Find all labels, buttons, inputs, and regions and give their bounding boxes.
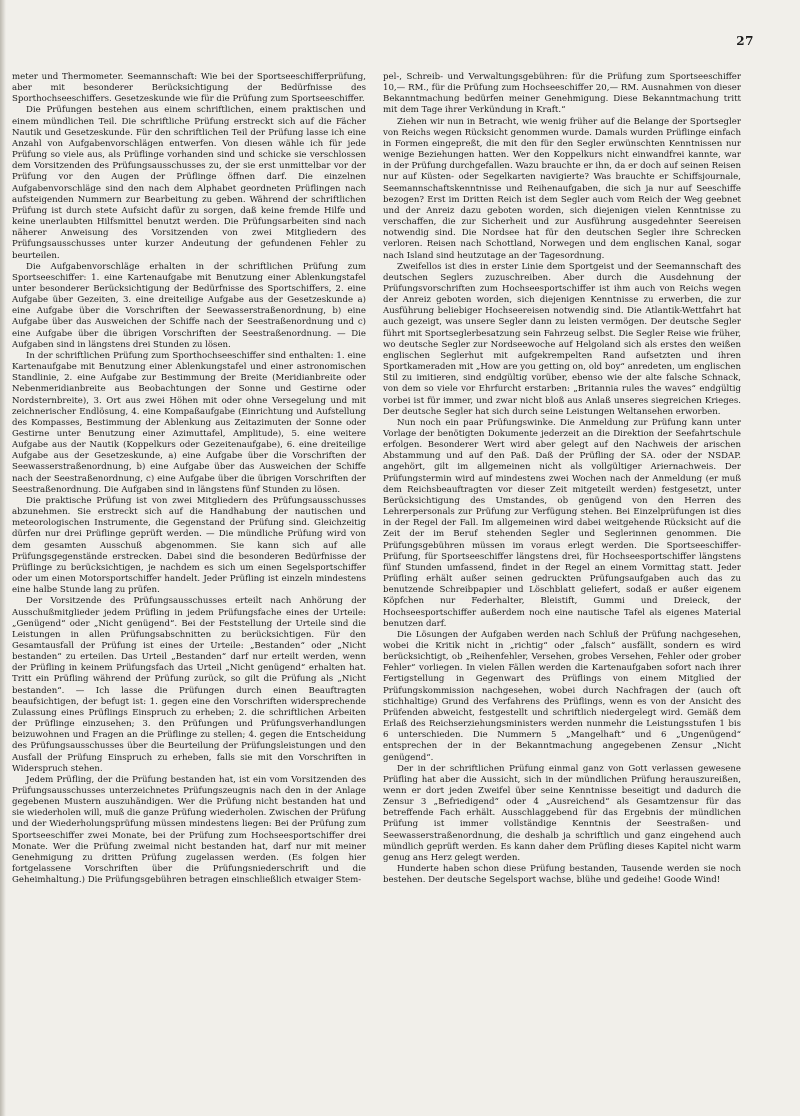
paragraph: Nun noch ein paar Prüfungswinke. Die Anmeldung zur Prüfung kann unter Vorlage der benötigten Dokumente jederzeit an die Direktion der Seefahrtschule erfolgen. Besonderer Wert wird aber gelegt auf den Nachweis der arischen Abstammung und auf den Paß. Daß der Prüfling der SA. oder der NSDAP. angehört, gilt im allgemeinen nicht als vollgültiger Ariernachweis. Der Prüfungstermin wird auf mindestens zwei Wochen nach der Anmeldung (er muß dem Reichsbeauftragten vor dieser Zeit mitgeteilt werden) festgesetzt, unter Berücksichtigung des Umstandes, ob genügend von den Herren des Lehrerpersonals zur Prüfung zur Verfügung stehen. Bei Einzelprüfungen ist dies in der Regel der Fall. Im allgemeinen wird dabei weitgehende Rücksicht auf die Zeit der im Beruf stehenden Segler und Seglerinnen genommen. Die Prüfungsgebühren müssen im voraus erlegt werden. Die Sportseeschiffer-Prüfung, für Sportseeschiffer längstens drei, für Hochseesportschiffer längstens fünf Stunden umfassend, findet in der Regel an einem Vormittag statt. Jeder Prüfling erhält außer seinen gedruckten Prüfungsaufgaben auch das zu benutzende Schreibpapier und Löschblatt geliefert, sodaß er außer eigenem Köpfchen nur Federhalter, Bleistift, Gummi und Dreieck, der Hochseesportschiffer außerdem noch eine nautische Tafel als eigenes Material benutzen darf.	[383, 417, 741, 629]
paragraph: pel-, Schreib- und Verwaltungsgebühren: für die Prüfung zum Sportseeschiffer 10,— RM., für die Prüfung zum Hochseeschiffer 20,— RM. Ausnahmen von dieser Bekanntmachung bedürfen meiner Genehmigung. Diese Bekanntmachung tritt mit dem Tage ihrer Verkündung in Kraft.“	[383, 72, 741, 116]
paragraph: meter und Thermometer. Seemannschaft: Wie bei der Sportseeschifferprüfung, aber mit besonderer Berücksichtigung der Bedürfnisse des Sporthochseeschiffers. Gesetzeskunde wie für die Prüfung zum Sportseeschiffer.	[12, 72, 366, 105]
right-column	[383, 72, 741, 886]
paragraph: Der in der schriftlichen Prüfung einmal ganz von Gott verlassen gewesene Prüfling hat aber die Aussicht, sich in der mündlichen Prüfung herauszureißen, wenn er dort jeden Zweifel über seine Kenntnisse beseitigt und dadurch die Zensur 3 „Befriedigend“ oder 4 „Ausreichend“ als Gesamtzensur für das betreffende Fach erhält. Ausschlaggebend für das Ergebnis der mündlichen Prüfung ist immer vollständige Kenntnis der Seestraßen- und Seewasserstraßenordnung, die deshalb ja schriftlich und ganz eingehend auch mündlich geprüft werden. Es kann daher dem Prüfling dieses Kapitel nicht warm genug ans Herz gelegt werden.	[383, 763, 741, 863]
paragraph: Die praktische Prüfung ist von zwei Mitgliedern des Prüfungsausschusses abzunehmen. Sie erstreckt sich auf die Handhabung der nautischen und meteorologischen Instrumente, die Gegenstand der Prüfung sind. Gleichzeitig dürfen nur drei Prüflinge geprüft werden. — Die mündliche Prüfung wird von dem gesamten Ausschuß abgenommen. Sie kann sich auf alle Prüfungsgegenstände erstrecken. Dabei sind die besonderen Bedürfnisse der Prüflinge zu berücksichtigen, je nachdem es sich um einen Segelsportschiffer oder um einen Motorsportschiffer handelt. Jeder Prüfling ist einzeln mindestens eine halbe Stunde lang zu prüfen.	[12, 495, 366, 596]
paragraph: Jedem Prüfling, der die Prüfung bestanden hat, ist ein vom Vorsitzenden des Prüfungsausschusses unterzeichnetes Prüfungszeugnis nach den in der Anlage gegebenen Mustern auszuhändigen. Wer die Prüfung nicht bestanden hat und sie wiederholen will, muß die ganze Prüfung wiederholen. Zwischen der Prüfung und der Wiederholungsprüfung müssen mindestens liegen: Bei der Prüfung zum Sportseeschiffer zwei Monate, bei der Prüfung zum Hochseesportschiffer drei Monate. Wer die Prüfung zweimal nicht bestanden hat, darf nur mit meiner Genehmigung zu dritten Prüfung zugelassen werden. (Es folgen hier fortgelassene Vorschriften über die Prüfungsniederschrift und die Geheimhaltung.) Die Prüfungsgebühren betragen einschließlich etwaiger Stem-	[12, 774, 366, 886]
page-number: 27	[736, 34, 754, 48]
paragraph: Die Prüfungen bestehen aus einem schriftlichen, einem praktischen und einem mündlichen Teil. Die schriftliche Prüfung erstreckt sich auf die Fächer Nautik und Gesetzeskunde. Für den schriftlichen Teil der Prüfung lasse ich eine Anzahl von Aufgabenvorschlägen entwerfen. Von diesen wähle ich für jede Prüfung so viele aus, als Prüflinge vorhanden sind und schicke sie verschlossen dem Vorsitzenden des Prüfungsausschusses zu, der sie erst unmittelbar vor der Prüfung vor den Augen der Prüflinge öffnen darf. Die einzelnen Aufgabenvorschläge sind den nach dem Alphabet geordneten Prüflingen nach aufsteigenden Nummern zur Bearbeitung zu geben. Während der schriftlichen Prüfung ist durch stete Aufsicht dafür zu sorgen, daß keine fremde Hilfe und keine unerlaubten Hilfsmittel benutzt werden. Die Prüfungsarbeiten sind nach näherer Anweisung des Vorsitzenden von zwei Mitgliedern des Prüfungsausschusses unter kurzer Andeutung der gefundenen Fehler zu beurteilen.	[12, 105, 366, 261]
closing-paragraph: Hunderte haben schon diese Prüfung bestanden, Tausende werden sie noch bestehen. Der deutsche Segelsport wachse, blühe und gedeihe! Goode Wind!	[383, 864, 741, 886]
left-column	[12, 72, 366, 886]
paragraph: In der schriftlichen Prüfung zum Sporthochseeschiffer sind enthalten: 1. eine Kartenaufgabe mit Benutzung einer Ablenkungstafel und einer astronomischen Standlinie, 2. eine Aufgabe zur Bestimmung der Breite (Meridianbreite oder Nebenmeridianbreite aus Beobachtungen der Sonne und Gestirne oder Nordsternbreite), 3. Ort aus zwei Höhen mit oder ohne Versegelung und mit zeichnerischer Endlösung, 4. eine Kompaßaufgabe (Einrichtung und Aufstellung des Kompasses, Bestimmung der Ablenkung aus Zeitazimuten der Sonne oder Gestirne unter Benutzung einer Azimuttafel, Amplitude), 5. eine weitere Aufgabe aus der Nautik (Koppelkurs oder Gezeitenaufgabe), 6. eine dreiteilige Aufgabe aus der Gesetzeskunde, a) eine Aufgabe über die Vorschriften der Seewasserstraßenordnung, b) eine Aufgabe über das Ausweichen der Schiffe nach der Seestraßenordnung, c) eine Aufgabe über die übrigen Vorschriften der Seestraßenordnung. Die Aufgaben sind in längstens fünf Stunden zu lösen.	[12, 350, 366, 495]
paragraph: Ziehen wir nun in Betracht, wie wenig früher auf die Belange der Sportsegler von Reichs wegen Rücksicht genommen wurde. Damals wurden Prüflinge einfach in Formen eingepreßt, die mit den für den Segler erwünschten Kenntnissen nur wenige Beziehungen hatten. Wer den Koppelkurs nicht einwandfrei kannte, war in der Prüfung durchgefallen. Wazu brauchte er ihn, da er doch auf seinen Reisen nur auf Küsten- oder Segelkarten navigierte? Was brauchte er Schiffsjournale, Seemannschaftskenntnisse und Reihenaufgaben, die sich ja nur auf Seeschiffe bezogen? Erst im Dritten Reich ist dem Segler auch vom Reich der Weg geebnet und der Anreiz dazu geboten worden, sich diejenigen vielen Kenntnisse zu verschaffen, die zur Sicherheit und zur Ausführung ausgedehnter Seereisen notwendig sind. Die Nordsee hat für den deutschen Segler ihre Schrecken verloren. Reisen nach Schottland, Norwegen und dem englischen Kanal, sogar nach Island sind heutzutage an der Tagesordnung.	[383, 116, 741, 261]
binding-shadow	[0, 0, 6, 1116]
paragraph: Der Vorsitzende des Prüfungsausschusses erteilt nach Anhörung der Ausschußmitglieder jedem Prüfling in jedem Prüfungsfache eines der Urteile: „Genügend“ oder „Nicht genügend“. Bei der Feststellung der Urteile sind die Leistungen in allen Prüfungsabschnitten zu berücksichtigen. Für den Gesamtausfall der Prüfung ist eines der Urteile: „Bestanden“ oder „Nicht bestanden“ zu erteilen. Das Urteil „Bestanden“ darf nur erteilt werden, wenn der Prüfling in keinem Prüfungsfach das Urteil „Nicht genügend“ erhalten hat. Tritt ein Prüfling während der Prüfung zurück, so gilt die Prüfung als „Nicht bestanden“. — Ich lasse die Prüfungen durch einen Beauftragten beaufsichtigen, der befugt ist: 1. gegen eine den Vorschriften widersprechende Zulassung eines Prüflings Einspruch zu erheben; 2. die schriftlichen Arbeiten der Prüflinge einzusehen; 3. den Prüfungen und Prüfungsverhandlungen beizuwohnen und Fragen an die Prüflinge zu stellen; 4. gegen die Entscheidung des Prüfungsausschusses über die Beurteilung der Prüfungsleistungen und den Ausfall der Prüfung Einspruch zu erheben, falls sie mit den Vorschriften in Widerspruch stehen.	[12, 596, 366, 774]
paragraph: Zweifellos ist dies in erster Linie dem Sportgeist und der Seemannschaft des deutschen Seglers zuzuschreiben. Aber durch die Ausdehnung der Prüfungsvorschriften zum Hochseesportschiffer ist ihm auch von Reichs wegen der Anreiz geboten worden, sich diejenigen Kenntnisse zu erwerben, die zur Ausführung beliebiger Hochseereisen notwendig sind. Die Atlantik-Wettfahrt hat auch gezeigt, was unsere Segler dann zu leisten vermögen. Der deutsche Segler führt mit Sportseglerbesatzung sein Fahrzeug selbst. Die Segler Reise wie früher, wo deutsche Segler zur Nordseewoche auf Helgoland sich als erstes den weißen englischen Seglerhut mit aufgekrempelten Rand aufsetzten und ihren Sportkameraden mit „How are you getting on, old boy“ anredeten, um englischen Stil zu imitieren, sind endgültig vorüber, ebenso wie der alte falsche Schnack, von dem so viele vor Ehrfurcht erstarben: „Britannia rules the waves“ endgültig vorbei ist für immer, und zwar nicht bloß aus Anlaß unseres siegreichen Krieges. Der deutsche Segler hat sich durch seine Leistungen Weltansehen erworben.	[383, 261, 741, 417]
paragraph: Die Aufgabenvorschläge erhalten in der schriftlichen Prüfung zum Sportseeschiffer: 1. eine Kartenaufgabe mit Benutzung einer Ablenkungstafel unter besonderer Berücksichtigung der Bedürfnisse des Sportschiffers, 2. eine Aufgabe über Gezeiten, 3. eine dreiteilige Aufgabe aus der Gesetzeskunde a) eine Aufgabe über die Vorschriften der Seewasserstraßenordnung, b) eine Aufgabe über das Ausweichen der Schiffe nach der Seestraßenordnung und c) eine Aufgabe über die übrigen Vorschriften der Seestraßenordnung. — Die Aufgaben sind in längstens drei Stunden zu lösen.	[12, 261, 366, 350]
paragraph: Die Lösungen der Aufgaben werden nach Schluß der Prüfung nachgesehen, wobei die Kritik nicht in „richtig“ oder „falsch“ ausfällt, sondern es wird berücksichtigt, ob „Reihenfehler, Versehen, grobes Versehen, Fehler oder grober Fehler“ vorliegen. In vielen Fällen werden die Kartenaufgaben sofort nach ihrer Fertigstellung in Gegenwart des Prüflings von einem Mitglied der Prüfungskommission nachgesehen, wobei durch Nachfragen der (auch oft stichhaltige) Grund des Verfahrens des Prüflings, wenn es von der Ansicht des Prüfenden abweicht, festgestellt und schriftlich niedergelegt wird. Gemäß dem Erlaß des Reichserziehungsministers werden nunmehr die Leistungsstufen 1 bis 6 unterschieden. Die Nummern 5 „Mangelhaft“ und 6 „Ungenügend“ entsprechen der in der Bekanntmachung angegebenen Zensur „Nicht genügend“.	[383, 629, 741, 763]
